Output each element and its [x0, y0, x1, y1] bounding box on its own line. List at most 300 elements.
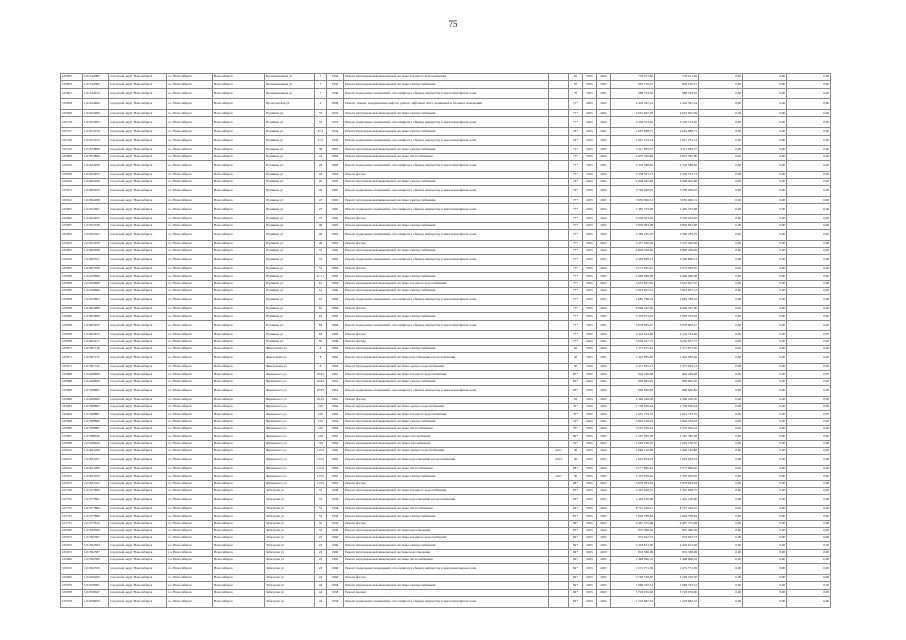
cell-district: городской округ Новосибирск [109, 425, 167, 432]
cell-budget-2: 0,00 [743, 353, 787, 364]
cell-budget-3: 0,00 [787, 353, 831, 364]
cell-work-type: Ремонт фасада [344, 480, 549, 487]
cell-budget-2: 0,00 [743, 404, 787, 411]
cell-wear: 88* [569, 480, 583, 487]
cell-cost-total: 959 156,51 [611, 81, 655, 88]
cell-wear: 50 [569, 346, 583, 353]
cell-street: Пролетарская ул [265, 99, 315, 110]
cell-budget-3: 0,00 [787, 179, 831, 186]
cell-cost-fund: 8 721 329,61 [655, 505, 699, 512]
cell-wear: 79* [569, 418, 583, 425]
cell-year-start: 2025 [583, 215, 597, 222]
cell-id: 105825 [61, 74, 83, 81]
cell-wear: 84* [569, 549, 583, 556]
cell-wear: 77* [569, 266, 583, 273]
cell-year-end: 2025 [597, 240, 611, 247]
cell-work-type: Ремонт внутридомовой инженерной системы водоотведения [344, 527, 549, 534]
cell-extra-year [549, 495, 569, 506]
cell-city: Новосибирск [213, 371, 265, 378]
cell-cost-fund: 688 704,52 [655, 88, 699, 99]
cell-house: 49 [315, 229, 327, 240]
cell-street: Жуковского ул [265, 411, 315, 418]
cell-extra-year [549, 385, 569, 396]
cell-cost-total: 2 536 574,20 [611, 117, 655, 128]
cell-extra-year [549, 582, 569, 589]
cell-year-start: 2025 [583, 433, 597, 440]
cell-wear: 79* [569, 425, 583, 432]
cell-year-end: 2025 [597, 396, 611, 403]
cell-budget-2: 0,00 [743, 378, 787, 385]
cell-city: Новосибирск [213, 128, 265, 135]
cell-work-type: Ремонт подвальных помещений, относящихся к общему имуществу в многоквартирном доме [344, 597, 549, 608]
cell-id: 105812 [61, 197, 83, 204]
cell-house: 43 [315, 153, 327, 160]
cell-work-type: Ремонт внутридомовой инженерной системы электроснабжения [344, 473, 549, 480]
cell-cost-total: 5 994 558,43 [611, 418, 655, 425]
cell-year-start: 2025 [583, 455, 597, 466]
cell-work-type: Ремонт внутридомовой инженерной системы газоснабжения [344, 440, 549, 447]
cell-cost-total: 2 418 597,14 [611, 99, 655, 110]
cell-cost-total: 3 748 536,50 [611, 575, 655, 582]
cell-work-type: Ремонт подвальных помещений, относящихся к общему имуществу в многоквартирном доме [344, 160, 549, 171]
cell-extra-year [549, 81, 569, 88]
cell-cost-fund: 7 465 703,08 [655, 204, 699, 215]
cell-municipality: г.о. Новосибирск [167, 266, 213, 273]
cell-district: городской округ Новосибирск [109, 229, 167, 240]
cell-municipality: г.о. Новосибирск [167, 505, 213, 512]
cell-year-start: 2025 [583, 197, 597, 204]
cell-budget-3: 0,00 [787, 81, 831, 88]
cell-cost-fund: 3 850 993,08 [655, 222, 699, 229]
cell-number: 1.01458603 [83, 295, 109, 306]
cell-cost-fund: 5 337 420,36 [655, 240, 699, 247]
cell-year-end: 2025 [597, 480, 611, 487]
cell-year-end: 2025 [597, 371, 611, 378]
cell-budget-1: 0,00 [699, 404, 743, 411]
cell-district: городской округ Новосибирск [109, 455, 167, 466]
cell-cost-total: 696 820,82 [611, 385, 655, 396]
cell-id: 105972 [61, 564, 83, 575]
cell-city: Новосибирск [213, 110, 265, 117]
cell-wear: 84* [569, 535, 583, 542]
cell-city: Новосибирск [213, 378, 265, 385]
cell-municipality: г.о. Новосибирск [167, 280, 213, 287]
cell-id: 107731 [61, 520, 83, 527]
cell-budget-1: 0,00 [699, 520, 743, 527]
cell-id: 105821 [61, 88, 83, 99]
table-row [61, 378, 831, 385]
cell-house: 44 [315, 589, 327, 596]
cell-year-end: 2025 [597, 433, 611, 440]
cell-budget-3: 0,00 [787, 520, 831, 527]
cell-budget-2: 0,00 [743, 247, 787, 254]
cell-city: Новосибирск [213, 495, 265, 506]
cell-wear: 84* [569, 575, 583, 582]
cell-budget-1: 0,00 [699, 473, 743, 480]
cell-budget-3: 0,00 [787, 487, 831, 494]
cell-budget-2: 0,00 [743, 338, 787, 345]
cell-work-type: Ремонт фасада [344, 266, 549, 273]
page-number: 75 [448, 19, 458, 29]
cell-year: 1958 [327, 589, 344, 596]
cell-wear: 77* [569, 273, 583, 280]
cell-street: Пушкина ул [265, 280, 315, 287]
table-row [61, 74, 831, 81]
cell-budget-3: 0,00 [787, 346, 831, 353]
cell-year: 1958 [327, 487, 344, 494]
cell-extra-year [549, 273, 569, 280]
cell-wear: 89* [569, 520, 583, 527]
cell-street: Забалуева ул [265, 505, 315, 512]
cell-city: Новосибирск [213, 589, 265, 596]
cell-year: 1965 [327, 480, 344, 487]
cell-budget-2: 0,00 [743, 520, 787, 527]
cell-street: Жуковского ул [265, 378, 315, 385]
cell-district: городской округ Новосибирск [109, 404, 167, 411]
cell-extra-year [549, 513, 569, 520]
cell-year-start: 2025 [583, 273, 597, 280]
cell-budget-1: 0,00 [699, 186, 743, 197]
cell-budget-2: 0,00 [743, 425, 787, 432]
cell-cost-total: 1 267 582,28 [611, 433, 655, 440]
cell-year: 1965 [327, 247, 344, 254]
cell-cost-fund: 2 536 574,20 [655, 117, 699, 128]
table-row [61, 455, 831, 466]
cell-year-start: 2025 [583, 582, 597, 589]
cell-street: Пушкина ул [265, 146, 315, 153]
cell-house: 115/2 [315, 465, 327, 472]
cell-year-end: 2025 [597, 186, 611, 197]
cell-year: 1966 [327, 273, 344, 280]
cell-municipality: г.о. Новосибирск [167, 215, 213, 222]
table-row [61, 255, 831, 266]
table-row [61, 266, 831, 273]
table-row [61, 404, 831, 411]
cell-district: городской округ Новосибирск [109, 549, 167, 556]
cell-district: городской округ Новосибирск [109, 440, 167, 447]
cell-year-start: 2025 [583, 597, 597, 608]
table-row [61, 542, 831, 549]
cell-budget-2: 0,00 [743, 313, 787, 320]
cell-municipality: г.о. Новосибирск [167, 473, 213, 480]
cell-municipality: г.о. Новосибирск [167, 371, 213, 378]
cell-street: Жуковского ул [265, 455, 315, 466]
table-row [61, 487, 831, 494]
cell-cost-total: 5 577 860,62 [611, 465, 655, 472]
cell-district: городской округ Новосибирск [109, 197, 167, 204]
cell-house: 119 [315, 440, 327, 447]
cell-year: 1950 [327, 88, 344, 99]
table-row [61, 364, 831, 371]
cell-budget-1: 0,00 [699, 527, 743, 534]
cell-budget-1: 0,00 [699, 418, 743, 425]
cell-extra-year [549, 287, 569, 294]
cell-year: 1965 [327, 179, 344, 186]
cell-budget-1: 0,00 [699, 597, 743, 608]
cell-district: городской округ Новосибирск [109, 204, 167, 215]
cell-cost-fund: 1 305 626,75 [655, 487, 699, 494]
cell-wear: 76* [569, 135, 583, 146]
cell-cost-fund: 3 943 657,12 [655, 287, 699, 294]
cell-street: Забалуева ул [265, 575, 315, 582]
cell-wear: 70 [569, 88, 583, 99]
cell-budget-1: 0,00 [699, 575, 743, 582]
cell-municipality: г.о. Новосибирск [167, 128, 213, 135]
table-row [61, 480, 831, 487]
cell-district: городской округ Новосибирск [109, 99, 167, 110]
cell-district: городской округ Новосибирск [109, 247, 167, 254]
cell-house: 63 [315, 331, 327, 338]
cell-house: 109 [315, 433, 327, 440]
cell-id: 107725 [61, 495, 83, 506]
cell-budget-1: 0,00 [699, 110, 743, 117]
cell-cost-fund: 959 156,51 [655, 81, 699, 88]
cell-budget-2: 0,00 [743, 564, 787, 575]
cell-budget-1: 0,00 [699, 411, 743, 418]
cell-year: 1963 [327, 160, 344, 171]
cell-city: Новосибирск [213, 240, 265, 247]
cell-work-type: Ремонт подвальных помещений, относящихся к общему имуществу в многоквартирном доме [344, 295, 549, 306]
cell-cost-total: 3 943 657,12 [611, 287, 655, 294]
cell-year-start: 2025 [583, 240, 597, 247]
cell-budget-3: 0,00 [787, 396, 831, 403]
cell-budget-1: 0,00 [699, 81, 743, 88]
cell-id: 105920 [61, 527, 83, 534]
cell-house: 23 [315, 557, 327, 564]
cell-year: 1960 [327, 535, 344, 542]
cell-year-start: 2025 [583, 378, 597, 385]
cell-wear: 79* [569, 404, 583, 411]
cell-work-type: Ремонт внутридомовой инженерной системы горячего водоснабжения [344, 364, 549, 371]
cell-cost-total: 1 047 274,14 [611, 135, 655, 146]
cell-extra-year [549, 331, 569, 338]
cell-city: Новосибирск [213, 146, 265, 153]
cell-cost-total: 688 704,52 [611, 88, 655, 99]
cell-district: городской округ Новосибирск [109, 255, 167, 266]
cell-year-start: 2025 [583, 110, 597, 117]
cell-budget-3: 0,00 [787, 404, 831, 411]
cell-cost-fund: 1 468 996,16 [655, 557, 699, 564]
cell-house: 43 [315, 171, 327, 178]
cell-house: 53 [315, 487, 327, 494]
cell-year-end: 2025 [597, 117, 611, 128]
cell-wear: 84* [569, 582, 583, 589]
cell-city: Новосибирск [213, 385, 265, 396]
cell-house: 55 [315, 520, 327, 527]
cell-budget-1: 0,00 [699, 465, 743, 472]
cell-cost-total: 2 682 788,16 [611, 295, 655, 306]
table-row [61, 197, 831, 204]
cell-extra-year [549, 146, 569, 153]
cell-cost-total: 5 572 020,95 [611, 266, 655, 273]
cell-cost-total: 1 355 059,02 [611, 473, 655, 480]
cell-district: городской округ Новосибирск [109, 240, 167, 247]
cell-city: Новосибирск [213, 542, 265, 549]
cell-cost-fund: 2 369 428,56 [655, 396, 699, 403]
cell-number: 1.01630200 [83, 575, 109, 582]
cell-budget-2: 0,00 [743, 273, 787, 280]
cell-city: Новосибирск [213, 425, 265, 432]
cell-year-end: 2025 [597, 222, 611, 229]
capital-repair-table [60, 73, 831, 608]
cell-extra-year [549, 229, 569, 240]
cell-budget-3: 0,00 [787, 331, 831, 338]
cell-number: 1.01654030 [83, 160, 109, 171]
cell-id: 105908 [61, 440, 83, 447]
cell-extra-year [549, 135, 569, 146]
cell-district: городской округ Новосибирск [109, 495, 167, 506]
table-row [61, 385, 831, 396]
cell-budget-3: 0,00 [787, 88, 831, 99]
table-row [61, 186, 831, 197]
cell-work-type: Ремонт внутридомовой инженерной системы электроснабжения [344, 287, 549, 294]
cell-house: 37 [315, 117, 327, 128]
cell-work-type: Ремонт подвальных помещений, относящихся к общему имуществу в многоквартирном доме [344, 320, 549, 331]
cell-year-start: 2025 [583, 527, 597, 534]
cell-year-end: 2025 [597, 153, 611, 160]
cell-street: Жуковского ул [265, 473, 315, 480]
cell-cost-total: 1 996 130,68 [611, 447, 655, 454]
cell-year: 1960 [327, 564, 344, 575]
cell-year-start: 2025 [583, 353, 597, 364]
cell-district: городской округ Новосибирск [109, 117, 167, 128]
cell-municipality: г.о. Новосибирск [167, 535, 213, 542]
cell-municipality: г.о. Новосибирск [167, 135, 213, 146]
cell-cost-fund: 3 556 453,02 [655, 215, 699, 222]
cell-year-start: 2025 [583, 229, 597, 240]
cell-cost-total: 2 319 588,62 [611, 160, 655, 171]
cell-year-start: 2025 [583, 331, 597, 338]
cell-id: 105823 [61, 240, 83, 247]
cell-budget-1: 0,00 [699, 215, 743, 222]
cell-house: 39 [315, 146, 327, 153]
cell-house: 105 [315, 404, 327, 411]
cell-house: 47 [315, 197, 327, 204]
cell-wear: 30 [569, 473, 583, 480]
cell-district: городской округ Новосибирск [109, 564, 167, 575]
cell-house: 45 [315, 179, 327, 186]
cell-house: 45 [315, 186, 327, 197]
cell-house: 24 [315, 575, 327, 582]
cell-wear: 83* [569, 505, 583, 512]
cell-municipality: г.о. Новосибирск [167, 204, 213, 215]
table-row [61, 179, 831, 186]
cell-district: городской округ Новосибирск [109, 364, 167, 371]
cell-extra-year [549, 542, 569, 549]
table-row [61, 320, 831, 331]
cell-house: 115/2 [315, 473, 327, 480]
cell-municipality: г.о. Новосибирск [167, 455, 213, 466]
table-row [61, 171, 831, 178]
cell-year-end: 2025 [597, 287, 611, 294]
cell-district: городской округ Новосибирск [109, 128, 167, 135]
cell-year-end: 2025 [597, 535, 611, 542]
cell-cost-fund: 1 072 771,59 [655, 564, 699, 575]
cell-city: Новосибирск [213, 117, 265, 128]
cell-city: Новосибирск [213, 287, 265, 294]
cell-street: Пушкина ул [265, 338, 315, 345]
cell-municipality: г.о. Новосибирск [167, 331, 213, 338]
cell-house: 115/2 [315, 447, 327, 454]
cell-wear: 77* [569, 338, 583, 345]
cell-budget-2: 0,00 [743, 589, 787, 596]
cell-budget-3: 0,00 [787, 160, 831, 171]
cell-district: городской округ Новосибирск [109, 465, 167, 472]
table-row [61, 229, 831, 240]
cell-city: Новосибирск [213, 520, 265, 527]
cell-id: 105838 [61, 338, 83, 345]
cell-year-start: 2025 [583, 473, 597, 480]
cell-budget-3: 0,00 [787, 229, 831, 240]
cell-work-type: Ремонт внутридомовой инженерной системы водоотведения и водоснабжения [344, 455, 549, 466]
cell-work-type: Ремонт фасада [344, 396, 549, 403]
cell-year: 1966 [327, 295, 344, 306]
cell-budget-1: 0,00 [699, 313, 743, 320]
cell-cost-total: 2 596 898,13 [611, 255, 655, 266]
cell-house: 23 [315, 535, 327, 542]
cell-budget-3: 0,00 [787, 287, 831, 294]
table-row [61, 527, 831, 534]
cell-extra-year [549, 480, 569, 487]
cell-house: 47 [315, 215, 327, 222]
cell-budget-3: 0,00 [787, 455, 831, 466]
cell-cost-total: 776 251,82 [611, 74, 655, 81]
cell-budget-3: 0,00 [787, 313, 831, 320]
cell-municipality: г.о. Новосибирск [167, 88, 213, 99]
cell-street: Пушкина ул [265, 179, 315, 186]
cell-budget-2: 0,00 [743, 465, 787, 472]
cell-cost-fund: 809 695,95 [655, 378, 699, 385]
cell-extra-year [549, 240, 569, 247]
table-row [61, 88, 831, 99]
cell-budget-1: 0,00 [699, 331, 743, 338]
cell-work-type: Ремонт внутридомовой инженерной системы электроснабжения [344, 247, 549, 254]
cell-year-start: 2025 [583, 313, 597, 320]
cell-house: 63 [315, 320, 327, 331]
cell-number: 1.01694108 [83, 179, 109, 186]
cell-id: 105858 [61, 99, 83, 110]
cell-id: 105837 [61, 204, 83, 215]
cell-district: городской округ Новосибирск [109, 353, 167, 364]
cell-budget-1: 0,00 [699, 480, 743, 487]
cell-year-end: 2025 [597, 597, 611, 608]
cell-id: 107725 [61, 513, 83, 520]
cell-number: 1.01592386 [83, 557, 109, 564]
cell-wear: 83* [569, 371, 583, 378]
cell-cost-total: 6 966 547,06 [611, 306, 655, 313]
cell-municipality: г.о. Новосибирск [167, 364, 213, 371]
cell-number: 1.01654055 [83, 171, 109, 178]
cell-year-end: 2025 [597, 575, 611, 582]
cell-district: городской округ Новосибирск [109, 273, 167, 280]
cell-budget-2: 0,00 [743, 346, 787, 353]
cell-work-type: Ремонт фасада [344, 306, 549, 313]
cell-municipality: г.о. Новосибирск [167, 549, 213, 556]
cell-budget-1: 0,00 [699, 396, 743, 403]
cell-number: 1.01588338 [83, 433, 109, 440]
cell-cost-total: 1 072 771,59 [611, 564, 655, 575]
cell-street: Пушкина ул [265, 229, 315, 240]
cell-budget-3: 0,00 [787, 371, 831, 378]
cell-district: городской округ Новосибирск [109, 582, 167, 589]
cell-year-start: 2025 [583, 247, 597, 254]
cell-wear: 77* [569, 197, 583, 204]
cell-year-start: 2025 [583, 255, 597, 266]
cell-work-type: Ремонт внутридомовой инженерной системы теплоснабжения [344, 153, 549, 160]
cell-wear: 95 [569, 81, 583, 88]
cell-municipality: г.о. Новосибирск [167, 255, 213, 266]
cell-number: 1.01577808 [83, 487, 109, 494]
